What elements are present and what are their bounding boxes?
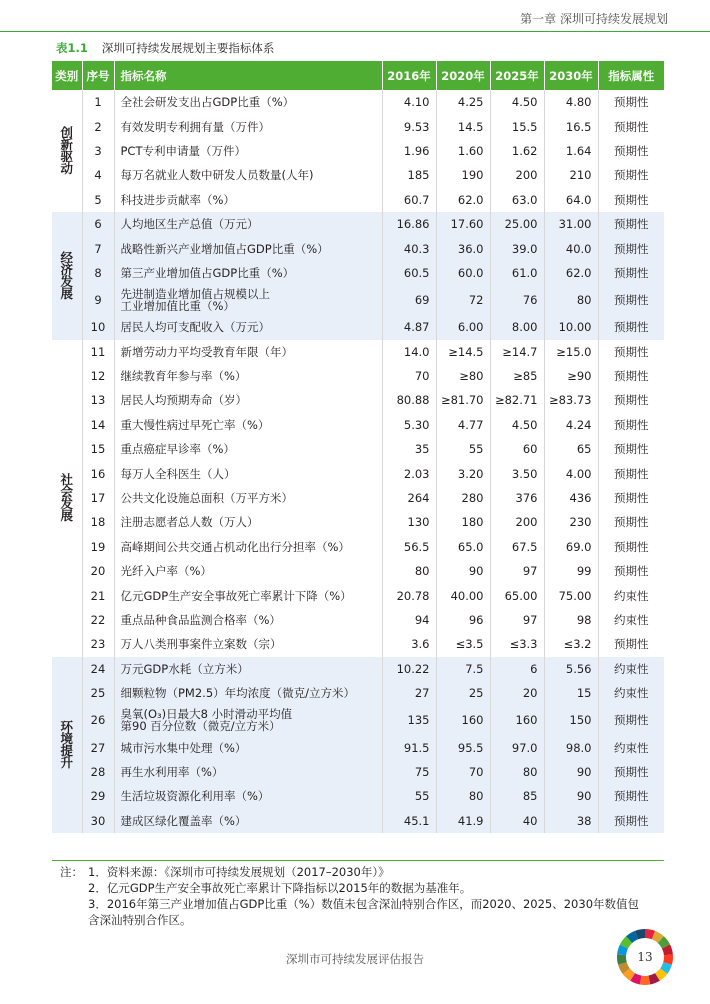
value-2016: 60.7 [382,188,436,212]
value-2016: 130 [382,510,436,534]
value-2025: 200 [490,510,544,534]
value-2025: 25.00 [490,212,544,236]
note-item: 3．2016年第三产业增加值占GDP比重（%）数值未包含深汕特别合作区，而2020、2025、2030年数值包含深汕特别合作区。 [88,897,640,927]
indicator-name: 亿元GDP生产安全事故死亡率累计下降（%） [114,583,382,607]
table-row [52,90,664,114]
indicator-attribute: 预期性 [614,466,649,481]
indicator-attribute: 预期性 [598,261,664,285]
col-header-indicator-name: 指标名称 [114,61,382,90]
header-rule [0,31,710,32]
value-2030: ≥83.73 [544,388,598,412]
row-number: 18 [82,510,114,534]
col-header-2016: 2016年 [382,61,436,90]
indicator-name: 每万人全科医生（人） [114,461,382,485]
row-number: 1 [82,90,114,114]
value-2016: 4.87 [382,315,436,339]
value-2025: 1.62 [490,139,544,163]
row-number: 27 [82,735,114,759]
table-row [52,315,664,339]
row-number: 9 [82,285,114,315]
value-2030: 436 [544,486,598,510]
indicator-attribute: 预期性 [614,491,649,506]
value-2025: 4.50 [490,413,544,437]
indicator-name: 臭氧(O₃)日最大8 小时滑动平均值 第90 百分位数（微克/立方米） [114,705,382,735]
indicator-attribute: 约束性 [598,681,664,705]
value-2020: 40.00 [436,583,490,607]
value-2020: 96 [436,608,490,632]
indicator-name: 有效发明专利拥有量（万件） [114,114,382,138]
table-row [52,437,664,461]
indicator-name: 居民人均可支配收入（万元） [114,315,382,339]
value-2025: 97 [490,608,544,632]
value-2030: 38 [544,809,598,833]
indicator-name: 生活垃圾资源化利用率（%） [114,784,382,808]
category-cell: 环 境 提 升 [52,657,82,833]
value-2020: 190 [436,163,490,187]
table-row [52,535,664,559]
value-2025: 40 [490,809,544,833]
indicator-attribute: 预期性 [614,168,649,183]
value-2020: 4.77 [436,413,490,437]
value-2020: 180 [436,510,490,534]
value-2030: 1.64 [544,139,598,163]
col-header-2025: 2025年 [490,61,544,90]
row-number: 15 [82,437,114,461]
value-2025: 376 [490,486,544,510]
value-2016: 264 [382,486,436,510]
value-2020: 70 [436,760,490,784]
indicator-name: 重点品种食品监测合格率（%） [114,608,382,632]
row-number: 26 [82,705,114,735]
table-body [52,90,664,833]
value-2030: 80 [544,285,598,315]
value-2020: 55 [436,437,490,461]
value-2025: ≥14.7 [490,340,544,364]
value-2025: 3.50 [490,461,544,485]
indicator-attribute: 预期性 [598,760,664,784]
table-row [52,784,664,808]
value-2025: ≥85 [490,364,544,388]
value-2020: 80 [436,784,490,808]
indicator-attribute: 预期性 [598,784,664,808]
value-2030: ≥15.0 [544,340,598,364]
value-2016: 80 [382,559,436,583]
table-row [52,760,664,784]
table-row [52,705,664,735]
table-header-row [52,61,664,90]
row-number: 7 [82,236,114,260]
note-item: 2．亿元GDP生产安全事故死亡率累计下降指标以2015年的数据为基准年。 [88,881,472,895]
indicator-attribute: 预期性 [614,564,649,579]
row-number: 2 [82,114,114,138]
value-2016: 10.22 [382,657,436,681]
value-2030: 98.0 [544,735,598,759]
value-2020: 90 [436,559,490,583]
value-2020: 60.0 [436,261,490,285]
value-2025: 200 [490,163,544,187]
table-row [52,236,664,260]
col-header-2030: 2030年 [544,61,598,90]
note-item: 1．资料来源：《深圳市可持续发展规划（2017–2030年）》 [88,865,390,879]
indicator-name: 城市污水集中处理（%） [114,735,382,759]
value-2020: 280 [436,486,490,510]
indicator-attribute: 预期性 [614,369,649,384]
value-2020: 36.0 [436,236,490,260]
value-2030: 64.0 [544,188,598,212]
value-2025: 20 [490,681,544,705]
row-number: 13 [82,388,114,412]
value-2016: 5.30 [382,413,436,437]
col-header-2020: 2020年 [436,61,490,90]
indicator-attribute: 预期性 [614,344,649,359]
value-2025: 4.50 [490,90,544,114]
indicator-attribute: 预期性 [614,417,649,432]
category-cell: 社 会 发 展 [52,340,82,657]
row-number: 14 [82,413,114,437]
indicator-name: 重大慢性病过早死亡率（%） [114,413,382,437]
indicator-attribute: 约束性 [614,588,649,603]
value-2016: 40.3 [382,236,436,260]
value-2020: 62.0 [436,188,490,212]
table-row [52,114,664,138]
value-2025: 160 [490,705,544,735]
value-2030: 90 [544,760,598,784]
value-2016: 1.96 [382,139,436,163]
indicator-name: 建成区绿化覆盖率（%） [114,809,382,833]
table-row [52,583,664,607]
value-2030: ≤3.2 [544,632,598,656]
value-2020: 7.5 [436,657,490,681]
indicator-attribute: 预期性 [614,442,649,457]
value-2025: 39.0 [490,236,544,260]
col-header-category: 类别 [52,61,82,90]
value-2030: 210 [544,163,598,187]
value-2020: ≥80 [436,364,490,388]
value-2020: 3.20 [436,461,490,485]
value-2016: 9.53 [382,114,436,138]
value-2016: 2.03 [382,461,436,485]
indicator-name: 科技进步贡献率（%） [114,188,382,212]
value-2030: 99 [544,559,598,583]
value-2030: 98 [544,608,598,632]
value-2025: 97.0 [490,735,544,759]
row-number: 17 [82,486,114,510]
col-header-attribute: 指标属性 [598,61,664,90]
value-2016: 60.5 [382,261,436,285]
indicator-name: 新增劳动力平均受教育年限（年） [114,340,382,364]
row-number: 6 [82,212,114,236]
value-2030: 230 [544,510,598,534]
table-row [52,681,664,705]
table-row [52,139,664,163]
table-row [52,163,664,187]
row-number: 5 [82,188,114,212]
value-2016: 94 [382,608,436,632]
value-2020: 65.0 [436,535,490,559]
value-2030: 31.00 [544,212,598,236]
value-2025: 67.5 [490,535,544,559]
value-2020: 14.5 [436,114,490,138]
table-row [52,285,664,315]
indicator-name: 注册志愿者总人数（万人） [114,510,382,534]
value-2020: ≥81.70 [436,388,490,412]
table-row [52,632,664,656]
table-row [52,735,664,759]
table-row [52,261,664,285]
table-row [52,340,664,364]
value-2030: 15 [544,681,598,705]
footer-report-title: 深圳市可持续发展评估报告 [286,952,424,966]
indicator-attribute: 约束性 [598,735,664,759]
table-bottom-rule [52,860,664,861]
value-2025: 80 [490,760,544,784]
value-2030: 4.80 [544,90,598,114]
value-2030: 4.00 [544,461,598,485]
table-title: 深圳可持续发展规划主要指标体系 [101,41,275,55]
notes-label: 注： [60,865,83,879]
value-2020: 25 [436,681,490,705]
value-2016: 75 [382,760,436,784]
value-2025: 85 [490,784,544,808]
table-caption [56,40,274,56]
row-number: 19 [82,535,114,559]
indicator-name: 光纤入户率（%） [114,559,382,583]
value-2016: 135 [382,705,436,735]
value-2025: 65.00 [490,583,544,607]
indicator-attribute: 预期性 [598,315,664,339]
table-row [52,657,664,681]
value-2016: 16.86 [382,212,436,236]
value-2025: 97 [490,559,544,583]
running-header: 第一章 深圳可持续发展规划 [520,12,668,26]
table-row [52,413,664,437]
indicator-attribute: 预期性 [614,192,649,207]
value-2020: 1.60 [436,139,490,163]
indicator-name: 第三产业增加值占GDP比重（%） [114,261,382,285]
value-2030: 5.56 [544,657,598,681]
row-number: 8 [82,261,114,285]
value-2030: 16.5 [544,114,598,138]
value-2016: 35 [382,437,436,461]
value-2025: 60 [490,437,544,461]
table-row [52,461,664,485]
indicator-table [52,61,664,833]
row-number: 10 [82,315,114,339]
table-row [52,486,664,510]
row-number: 3 [82,139,114,163]
indicator-name: 全社会研发支出占GDP比重（%） [114,90,382,114]
indicator-attribute: 预期性 [614,143,649,158]
table-row [52,212,664,236]
indicator-attribute: 预期性 [614,119,649,134]
indicator-attribute: 预期性 [614,539,649,554]
row-number: 4 [82,163,114,187]
table-row [52,809,664,833]
value-2030: 4.24 [544,413,598,437]
indicator-name: 细颗粒物（PM2.5）年均浓度（微克/立方米） [114,681,382,705]
table-row [52,188,664,212]
table-row [52,608,664,632]
value-2020: 72 [436,285,490,315]
value-2025: ≥82.71 [490,388,544,412]
indicator-name: 万元GDP水耗（立方米） [114,657,382,681]
indicator-name: 人均地区生产总值（万元） [114,212,382,236]
row-number: 24 [82,657,114,681]
indicator-attribute: 预期性 [598,705,664,735]
value-2025: 63.0 [490,188,544,212]
value-2025: 8.00 [490,315,544,339]
indicator-name: 重点癌症早诊率（%） [114,437,382,461]
row-number: 21 [82,583,114,607]
indicator-name: 先进制造业增加值占规模以上 工业增加值比重（%） [114,285,382,315]
table-row [52,559,664,583]
indicator-attribute: 预期性 [598,285,664,315]
value-2016: 4.10 [382,90,436,114]
value-2020: 6.00 [436,315,490,339]
table-row [52,388,664,412]
value-2016: 70 [382,364,436,388]
indicator-name: PCT专利申请量（万件） [114,139,382,163]
value-2016: 91.5 [382,735,436,759]
value-2016: 20.78 [382,583,436,607]
value-2030: 75.00 [544,583,598,607]
indicator-name: 继续教育年参与率（%） [114,364,382,388]
indicator-name: 每万名就业人数中研发人员数量(人年) [114,163,382,187]
value-2025: 61.0 [490,261,544,285]
indicator-attribute: 约束性 [598,657,664,681]
row-number: 20 [82,559,114,583]
value-2020: 160 [436,705,490,735]
indicator-name: 再生水利用率（%） [114,760,382,784]
value-2030: 150 [544,705,598,735]
value-2016: 55 [382,784,436,808]
row-number: 11 [82,340,114,364]
row-number: 28 [82,760,114,784]
value-2016: 69 [382,285,436,315]
value-2025: 6 [490,657,544,681]
value-2025: ≤3.3 [490,632,544,656]
indicator-attribute: 约束性 [614,613,649,627]
value-2016: 27 [382,681,436,705]
row-number: 29 [82,784,114,808]
value-2016: 45.1 [382,809,436,833]
indicator-attribute: 预期性 [598,809,664,833]
row-number: 25 [82,681,114,705]
category-cell: 创 新 驱 动 [52,90,82,212]
indicator-attribute: 预期性 [614,95,649,110]
indicator-name: 公共文化设施总面积（万平方米） [114,486,382,510]
value-2020: 41.9 [436,809,490,833]
category-cell: 经 济 发 展 [52,212,82,340]
value-2030: 90 [544,784,598,808]
value-2016: 185 [382,163,436,187]
value-2016: 56.5 [382,535,436,559]
row-number: 16 [82,461,114,485]
table-row [52,510,664,534]
page-number: 13 [637,950,653,964]
row-number: 22 [82,608,114,632]
indicator-attribute: 预期性 [598,236,664,260]
indicator-name: 万人八类刑事案件立案数（宗） [114,632,382,656]
value-2016: 14.0 [382,340,436,364]
value-2016: 3.6 [382,632,436,656]
table-number: 表1.1 [56,41,88,55]
value-2016: 80.88 [382,388,436,412]
value-2020: 4.25 [436,90,490,114]
indicator-attribute: 预期性 [614,393,649,408]
indicator-attribute: 预期性 [614,515,649,530]
indicator-attribute: 预期性 [614,637,649,652]
col-header-number: 序号 [82,61,114,90]
table-row [52,364,664,388]
value-2020: ≥14.5 [436,340,490,364]
value-2030: 40.0 [544,236,598,260]
value-2025: 76 [490,285,544,315]
indicator-name: 高峰期间公共交通占机动化出行分担率（%） [114,535,382,559]
row-number: 12 [82,364,114,388]
value-2030: 65 [544,437,598,461]
value-2020: 95.5 [436,735,490,759]
row-number: 30 [82,809,114,833]
value-2030: ≥90 [544,364,598,388]
indicator-name: 居民人均预期寿命（岁） [114,388,382,412]
value-2020: ≤3.5 [436,632,490,656]
value-2030: 10.00 [544,315,598,339]
indicator-name: 战略性新兴产业增加值占GDP比重（%） [114,236,382,260]
value-2020: 17.60 [436,212,490,236]
row-number: 23 [82,632,114,656]
value-2030: 69.0 [544,535,598,559]
value-2030: 62.0 [544,261,598,285]
value-2025: 15.5 [490,114,544,138]
indicator-attribute: 预期性 [598,212,664,236]
